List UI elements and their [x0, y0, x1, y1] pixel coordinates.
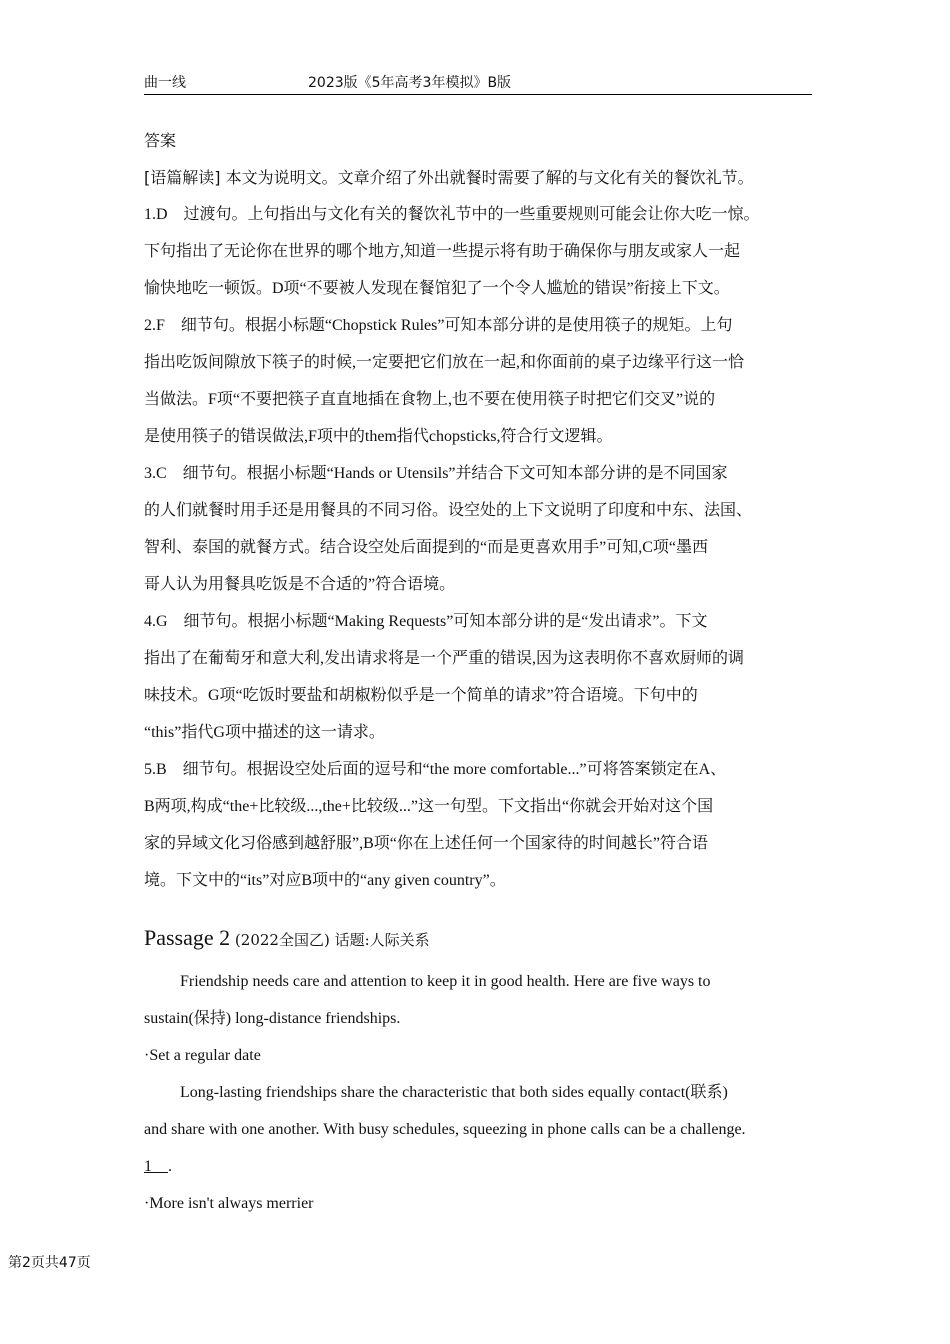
answer-line: B两项,构成“the+比较级...,the+比较级...”这一句型。下文指出“你就会开始对这个国 [144, 798, 714, 815]
answer-line: 5.B 细节句。根据设空处后面的逗号和“the more comfortable...”可将答案锁定在A、 [144, 761, 727, 778]
answer-line: 味技术。G项“吃饭时要盐和胡椒粉似乎是一个简单的请求”符合语境。下句中的 [144, 687, 698, 704]
page-content [144, 122, 819, 1222]
answer-explanation-3 [144, 455, 819, 603]
paragraph-line: and share with one another. With busy schedules, squeezing in phone calls can be a challenge. [144, 1121, 746, 1138]
answer-explanation-5 [144, 751, 819, 899]
page-header [144, 72, 812, 95]
passage-number: Passage 2 [144, 925, 231, 950]
answer-heading: 答案 [144, 131, 177, 150]
answer-explanation-2 [144, 307, 819, 455]
answer-line: 3.C 细节句。根据小标题“Hands or Utensils”并结合下文可知本部分讲的是不同国家 [144, 465, 728, 482]
blank-line [144, 1148, 819, 1185]
answer-line: 是使用筷子的错误做法,F项中的them指代chopsticks,符合行文逻辑。 [144, 428, 613, 445]
page-number: 第2页共47页 [8, 1255, 91, 1271]
answer-line: “this”指代G项中描述的这一请求。 [144, 724, 385, 741]
header-book-title: 2023版《5年高考3年模拟》B版 [308, 75, 512, 91]
answer-line: 家的异域文化习俗感到越舒服”,B项“你在上述任何一个国家待的时间越长”符合语 [144, 835, 708, 852]
answer-line: 2.F 细节句。根据小标题“Chopstick Rules”可知本部分讲的是使用筷子的规矩。上句 [144, 317, 733, 334]
answer-line: 愉快地吃一顿饭。D项“不要被人发现在餐馆犯了一个令人尴尬的错误”衔接上下文。 [144, 280, 730, 297]
blank-1: 1 [144, 1158, 169, 1175]
section-heading: ·More isn't always merrier [144, 1195, 314, 1212]
paragraph-line: Friendship needs care and attention to keep it in good health. Here are five ways to [180, 973, 711, 990]
answer-line: 下句指出了无论你在世界的哪个地方,知道一些提示将有助于确保你与朋友或家人一起 [144, 243, 741, 260]
answer-line: 1.D 过渡句。上句指出与文化有关的餐饮礼节中的一些重要规则可能会让你大吃一惊。 [144, 206, 760, 223]
passage-source-topic: (2022全国乙) 话题:人际关系 [230, 931, 430, 949]
answer-line: 指出吃饭间隙放下筷子的时候,一定要把它们放在一起,和你面前的桌子边缘平行这一恰 [144, 354, 745, 371]
paragraph-line: Long-lasting friendships share the characteristic that both sides equally contact(联系) [180, 1084, 728, 1101]
section-heading: ·Set a regular date [144, 1047, 261, 1064]
answer-line: 的人们就餐时用手还是用餐具的不同习俗。设空处的上下文说明了印度和中东、法国、 [144, 502, 753, 519]
passage-title [144, 913, 819, 963]
answer-line: 哥人认为用餐具吃饭是不合适的”符合语境。 [144, 576, 456, 593]
answer-line: 指出了在葡萄牙和意大利,发出请求将是一个严重的错误,因为这表明你不喜欢厨师的调 [144, 650, 745, 667]
header-publisher: 曲一线 [144, 75, 186, 91]
answer-explanation-1 [144, 196, 819, 307]
answer-line: 当做法。F项“不要把筷子直直地插在食物上,也不要在使用筷子时把它们交叉”说的 [144, 391, 716, 408]
paragraph-line: sustain(保持) long-distance friendships. [144, 1010, 401, 1027]
answer-line: 境。下文中的“its”对应B项中的“any given country”。 [144, 872, 506, 889]
passage-body [144, 963, 819, 1222]
answer-explanation-4 [144, 603, 819, 751]
answer-line: 智利、泰国的就餐方式。结合设空处后面提到的“而是更喜欢用手”可知,C项“墨西 [144, 539, 708, 556]
answer-line: 4.G 细节句。根据小标题“Making Requests”可知本部分讲的是“发出请求”。下文 [144, 613, 708, 630]
passage-analysis: [语篇解读] 本文为说明文。文章介绍了外出就餐时需要了解的与文化有关的餐饮礼节。 [144, 168, 754, 187]
blank-1-period: . [168, 1158, 173, 1175]
